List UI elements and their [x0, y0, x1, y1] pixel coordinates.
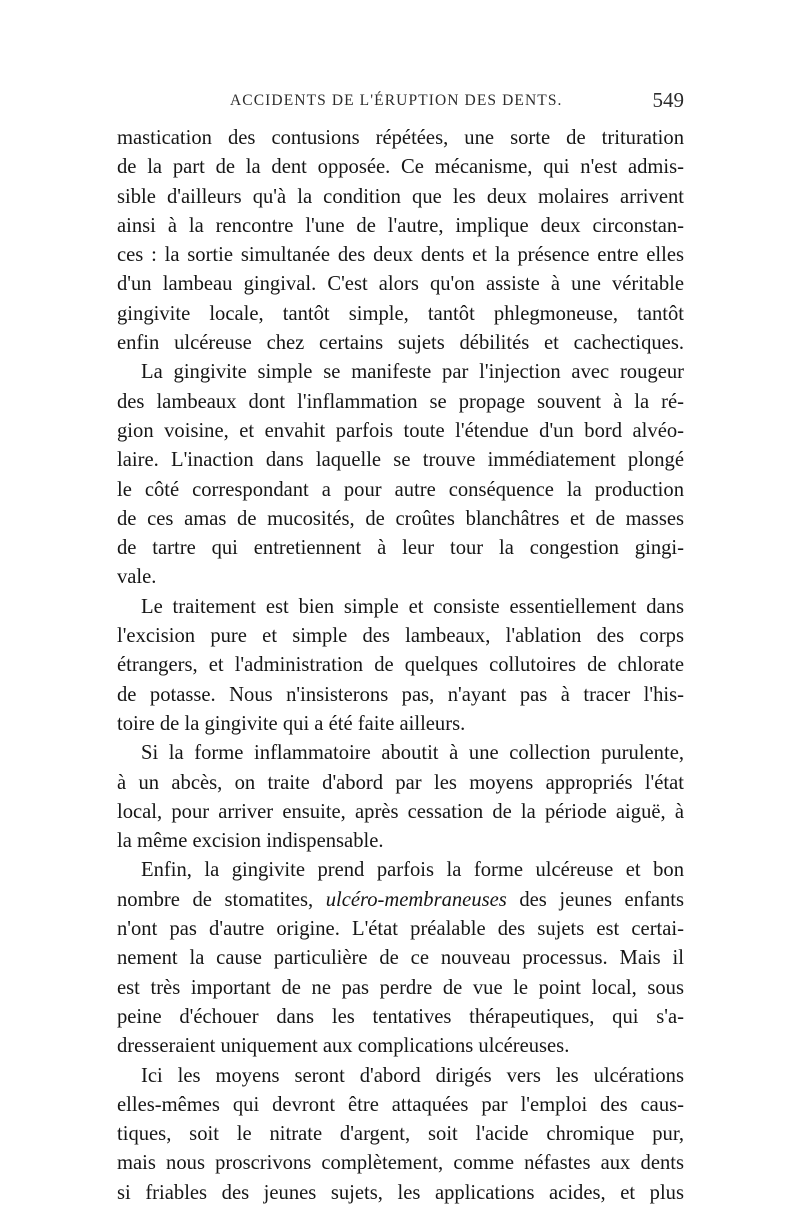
text-line: La gingivite simple se manifeste par l'injection avec rougeur [141, 361, 684, 384]
text-line: n'ont pas d'autre origine. L'état préalable des sujets est certai- [117, 918, 684, 941]
running-title: ACCIDENTS DE L'ÉRUPTION DES DENTS. [230, 92, 563, 109]
text-line: à un abcès, on traite d'abord par les moyens appropriés l'état [117, 771, 684, 794]
text-line: de la part de la dent opposée. Ce mécanisme, qui n'est admis- [117, 156, 684, 179]
italic-term: ulcéro-membraneuses [325, 888, 507, 911]
text-line: peine d'échouer dans les tentatives thérapeutiques, qui s'a- [117, 1005, 684, 1028]
text-line: la même excision indispensable. [117, 830, 384, 853]
running-header [119, 88, 684, 118]
text-line: vale. [117, 566, 157, 589]
body-text [117, 124, 684, 1208]
text-line: est très important de ne pas perdre de vue le point local, sous [117, 976, 684, 999]
text-line: gion voisine, et envahit parfois toute l'étendue d'un bord alvéo- [117, 419, 684, 442]
text-line: elles-mêmes qui devront être attaquées par l'emploi des caus- [117, 1093, 684, 1116]
text-line: tiques, soit le nitrate d'argent, soit l'acide chromique pur, [117, 1123, 684, 1146]
page-number: 549 [652, 88, 684, 112]
text-line: de ces amas de mucosités, de croûtes blanchâtres et de masses [117, 507, 684, 530]
text-line: ainsi à la rencontre l'une de l'autre, implique deux circonstan- [117, 214, 684, 237]
text-line: d'un lambeau gingival. C'est alors qu'on assiste à une véritable [117, 273, 684, 296]
text-line: dresseraient uniquement aux complications ulcéreuses. [117, 1035, 570, 1058]
text-line: nombre de stomatites, ulcéro-membraneuses des jeunes enfants [117, 888, 684, 911]
text-line: mastication des contusions répétées, une sorte de trituration [117, 127, 684, 149]
text-line: laire. L'inaction dans laquelle se trouve immédiatement plongé [117, 449, 684, 472]
text-line: des lambeaux dont l'inflammation se propage souvent à la ré- [117, 390, 684, 413]
text-line: sible d'ailleurs qu'à la condition que les deux molaires arrivent [117, 185, 684, 208]
text-line: le côté correspondant a pour autre conséquence la production [117, 478, 684, 501]
text-line: étrangers, et l'administration de quelques collutoires de chlorate [117, 654, 684, 677]
text-line: Le traitement est bien simple et consiste essentiellement dans [141, 595, 684, 618]
text-line: enfin ulcéreuse chez certains sujets débilités et cachectiques. [117, 332, 684, 355]
text-line: toire de la gingivite qui a été faite ailleurs. [117, 712, 466, 735]
text-line: de potasse. Nous n'insisterons pas, n'ayant pas à tracer l'his- [117, 683, 684, 706]
text-line: nement la cause particulière de ce nouveau processus. Mais il [117, 947, 684, 970]
text-line: si friables des jeunes sujets, les applications acides, et plus [117, 1181, 684, 1204]
text-line: Enfin, la gingivite prend parfois la forme ulcéreuse et bon [141, 859, 684, 882]
text-line: Ici les moyens seront d'abord dirigés vers les ulcérations [141, 1064, 684, 1087]
text-line: ces : la sortie simultanée des deux dents et la présence entre elles [117, 244, 684, 267]
text-line: local, pour arriver ensuite, après cessation de la période aiguë, à [117, 800, 684, 823]
text-line: de tartre qui entretiennent à leur tour la congestion gingi- [117, 537, 684, 560]
text-line: gingivite locale, tantôt simple, tantôt phlegmoneuse, tantôt [117, 302, 684, 325]
text-line: mais nous proscrivons complètement, comme néfastes aux dents [117, 1152, 684, 1175]
text-line: Si la forme inflammatoire aboutit à une collection purulente, [141, 742, 684, 765]
text-line: l'excision pure et simple des lambeaux, l'ablation des corps [117, 625, 684, 648]
